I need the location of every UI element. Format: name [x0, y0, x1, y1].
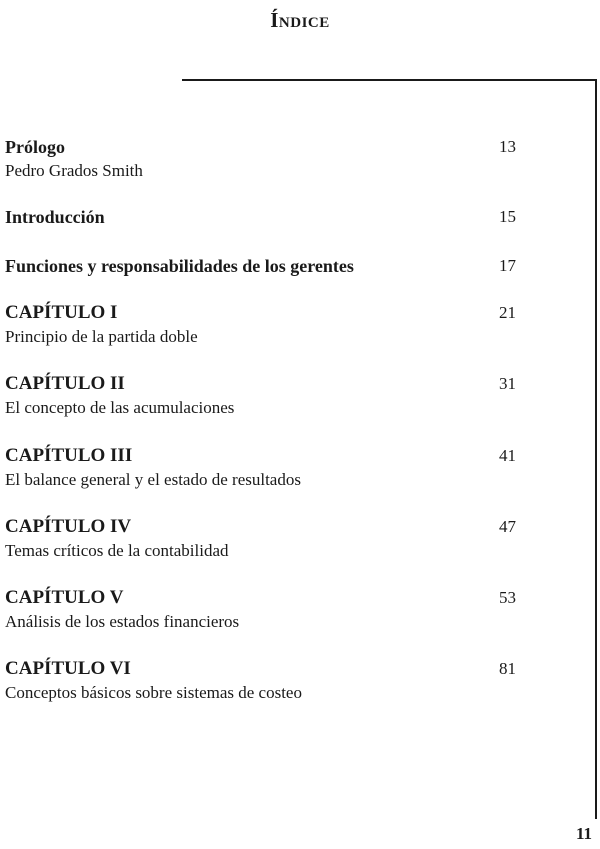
toc-entry-capitulo-3[interactable]	[5, 445, 520, 491]
toc-entry-introduccion[interactable]	[5, 206, 520, 228]
entry-subtitle: El concepto de las acumulaciones	[5, 398, 235, 417]
toc-entry-capitulo-1[interactable]	[5, 302, 520, 348]
entry-title: CAPÍTULO VI	[5, 658, 131, 679]
entry-page-number: 53	[499, 588, 516, 607]
entry-page-number: 41	[499, 446, 516, 465]
entry-title: CAPÍTULO II	[5, 373, 125, 394]
entry-page-number: 31	[499, 374, 516, 393]
page-title: Índice	[270, 8, 330, 32]
entry-page-number: 47	[499, 517, 516, 536]
entry-subtitle: Pedro Grados Smith	[5, 161, 143, 180]
entry-subtitle: Conceptos básicos sobre sistemas de costeo	[5, 683, 302, 702]
entry-title: CAPÍTULO I	[5, 302, 118, 323]
entry-page-number: 81	[499, 659, 516, 678]
entry-title: Prólogo	[5, 137, 65, 157]
entry-subtitle: Temas críticos de la contabilidad	[5, 541, 229, 560]
entry-subtitle: Principio de la partida doble	[5, 327, 198, 346]
toc-entry-capitulo-4[interactable]	[5, 516, 520, 562]
toc-entry-capitulo-6[interactable]	[5, 658, 520, 704]
folio-page-number: 11	[576, 824, 593, 843]
entry-subtitle: Análisis de los estados financieros	[5, 612, 240, 631]
entry-title: CAPÍTULO IV	[5, 516, 132, 537]
toc-entry-funciones[interactable]	[5, 255, 520, 277]
entry-title: CAPÍTULO III	[5, 445, 133, 466]
entry-page-number: 15	[499, 207, 516, 226]
entry-title: Funciones y responsabilidades de los gerentes	[5, 256, 354, 276]
vertical-rule	[595, 79, 597, 819]
toc-entry-capitulo-5[interactable]	[5, 587, 520, 633]
entry-title: Introducción	[5, 207, 105, 227]
entry-title: CAPÍTULO V	[5, 587, 124, 608]
entry-page-number: 13	[499, 137, 516, 156]
entry-page-number: 17	[499, 256, 516, 275]
toc-entry-capitulo-2[interactable]	[5, 373, 520, 419]
entry-subtitle: El balance general y el estado de resultados	[5, 470, 301, 489]
entry-page-number: 21	[499, 303, 516, 322]
toc-entry-prologo[interactable]	[5, 136, 520, 182]
horizontal-rule	[182, 79, 597, 81]
